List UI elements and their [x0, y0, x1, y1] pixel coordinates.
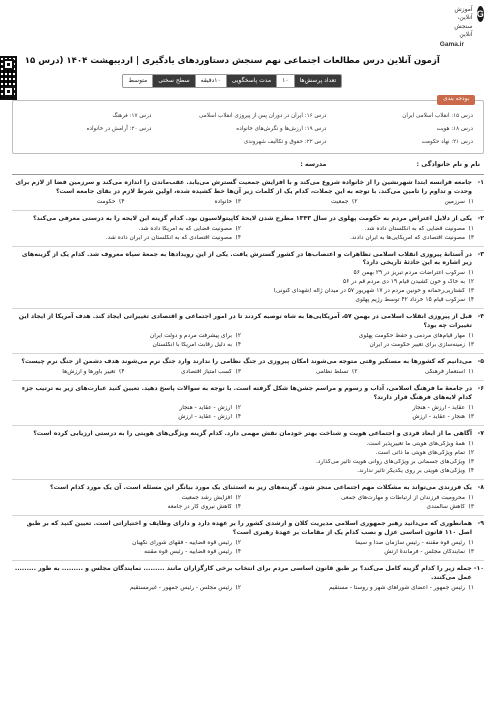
option-number: ۳): [468, 503, 474, 510]
topic-item: درس ۲۰: آرامش در خانواده: [86, 126, 152, 132]
question-number: ۲-: [477, 214, 484, 222]
question-stem: [12, 179, 484, 197]
question-number: ۴-: [477, 313, 484, 321]
option-text: سرزمین: [444, 198, 465, 205]
answer-option[interactable]: [12, 226, 241, 234]
option-number: ۴): [235, 503, 241, 510]
option-number: ۳): [468, 288, 474, 295]
question-number: ۵-: [477, 358, 484, 366]
answer-option[interactable]: [12, 270, 474, 278]
option-number: ۲): [235, 494, 241, 501]
option-text: سرکوب قیام ۱۵ خرداد ۴۲ توسط رژیم پهلوی: [355, 297, 465, 304]
duration-value: ۱۰دقیقه: [195, 75, 226, 87]
question-stem: [12, 251, 484, 269]
question-stem: [12, 215, 484, 224]
option-text: عقاید - ارزش - هنجار: [412, 405, 465, 412]
question-text: می‌دانیم که کشورها به مستکبر وقتی متوجه می‌شوند امکان پیروزی در جنگ نظامی را ندارند وارد جنگ نرم می‌شوند هدف دشمن از جنگ نرم چیست؟: [21, 358, 472, 366]
level-label: سطح سختی: [152, 75, 194, 87]
question: [12, 313, 484, 354]
question: [12, 179, 484, 211]
option-text: مصونیت اقتصادی که به انگلستان در ایران داده شد.: [105, 234, 232, 241]
answer-option[interactable]: [12, 459, 474, 467]
answer-option[interactable]: [245, 333, 474, 341]
option-text: رئیس قوه قضاییه - رئیس قوه مقننه: [144, 548, 232, 555]
topic-item: درس ۲۲: حقوق و تکالیف شهروندی: [243, 139, 327, 145]
question-stem: [12, 313, 484, 331]
question-number: ۷-: [477, 430, 484, 438]
topic-item: درس ۱۶: ایران در دوران پس از پیروزی انقلاب اسلامی: [199, 113, 327, 119]
question-text: در آستانهٔ پیروزی انقلاب اسلامی تظاهرات و اعتصاب‌ها در کشور گسترش یافت. یکی از این رویدادها به جمعهٔ سیاه معروف شد. کدام یک از گزینه‌های زیر اشاره به این حادثهٔ تاریخی دارد؟: [21, 250, 472, 267]
question-number: ۸-: [477, 483, 484, 491]
answer-option[interactable]: [129, 369, 242, 377]
option-number: ۱): [468, 539, 474, 546]
option-number: ۱): [468, 494, 474, 501]
question-text: همانطوری که می‌دانید رهبر جمهوری اسلامی مدیریت کلان و ارشدی کشور را بر عهده دارد و دارای وظایف و اختیاراتی است. تعیین کنید که بر طبق اصل ۱۱۰ قانون اساسی عزل و نصب کدام یک از مقامات بر عهدهٔ رهبری است؟: [26, 519, 472, 536]
count-label: تعداد پرسش‌ها: [294, 75, 342, 87]
exam-meta-bar: [122, 74, 342, 88]
answer-option[interactable]: [245, 504, 474, 512]
options-list: [12, 226, 484, 243]
question-text: قبل از پیروزی انقلاب اسلامی در بهمن ۵۷، آمریکایی‌ها به شاه توصیه کردند تا در امور اجتماعی و اقتصادی تغییراتی ایجاد کند. هدف آمریکا از ایجاد این تغییرات چه بود؟: [18, 313, 472, 330]
option-number: ۱): [468, 225, 474, 232]
brand-logo: G: [477, 6, 484, 22]
option-number: ۱): [468, 584, 474, 591]
option-number: ۳): [235, 198, 241, 205]
question: [12, 251, 484, 310]
question-separator: [12, 308, 484, 309]
brand-site[interactable]: Gama.ir: [439, 40, 464, 48]
qr-code-icon[interactable]: [0, 56, 17, 100]
question: [12, 358, 484, 381]
option-number: ۲): [352, 198, 358, 205]
answer-option[interactable]: [12, 450, 474, 458]
option-number: ۲): [235, 405, 241, 412]
option-text: رئیس مجلس - رئیس جمهور - غیرمستقیم: [129, 584, 232, 591]
option-text: رئیس جمهور - اعضای شوراهای شهر و روستا - مستقیم: [329, 584, 465, 591]
option-text: ویژگی‌های جسمانی بر ویژگی‌های روانی هویت تاثیر می‌گذارد.: [315, 459, 465, 466]
option-text: تسلط نظامی: [315, 369, 349, 376]
question: [12, 565, 484, 593]
question: [12, 484, 484, 516]
option-text: کشتاربی‌رحمانه و خونین مردم در ۱۷ شهریور ۵۷ در میدان ژاله (شهدای کنونی): [273, 288, 465, 295]
option-text: نمایندگان مجلس - فرماندهٔ ارتش: [384, 548, 465, 555]
answer-option[interactable]: [12, 369, 125, 377]
answer-option[interactable]: [12, 288, 474, 296]
options-list: [12, 495, 484, 512]
option-text: ویژگی‌های هویتی بر روی یکدیگر تاثیر ندارند.: [357, 468, 465, 474]
question-separator: [12, 210, 484, 211]
option-number: ۱): [468, 333, 474, 340]
option-text: رئیس قوه مقننه - رئیس سازمان صدا و سیما: [355, 539, 465, 546]
answer-option[interactable]: [245, 540, 474, 548]
exam-title: آزمون آنلاین درس مطالعات اجتماعی نهم سنجش دستاوردهای یادگیری | اردیبهشت ۱۴۰۴ (درس ۱۵: [24, 56, 440, 66]
option-text: مهار قیام‌های مردمی و حفظ حکومت پهلوی: [358, 333, 465, 340]
question-stem: [12, 565, 484, 583]
question-separator: [12, 353, 484, 354]
question-separator: [12, 515, 484, 516]
answer-option[interactable]: [245, 342, 474, 350]
answer-option[interactable]: [12, 333, 241, 341]
answer-option[interactable]: [362, 199, 475, 207]
question-text: یک فرزندی می‌تواند به مشکلات مهم اجتماعی منجر شود. گزینه‌های زیر به استثنای یک مورد بیانگر این مسئله است. آن یک مورد کدام است؟: [50, 483, 472, 491]
option-text: محرومیت فرزندان از ارتباطات و مهارت‌های جمعی: [340, 494, 465, 501]
option-number: ۴): [468, 297, 474, 304]
option-number: ۱): [468, 270, 474, 277]
answer-option[interactable]: [245, 199, 358, 207]
option-number: ۲): [235, 333, 241, 340]
option-number: ۴): [119, 369, 125, 376]
question: [12, 430, 484, 480]
question-text: جمله زیر را کدام گزینه کامل می‌کند؟ بر طبق قانون اساسی مردم برای انتخاب برخی کارگزاران مانند ......... نمایندگان مجلس و ......... به طور ......... عمل می‌کنند.: [14, 564, 472, 581]
school-label[interactable]: مدرسه :: [300, 160, 327, 168]
brand: [440, 6, 484, 49]
option-text: استعمار فرهنگی: [424, 369, 465, 376]
option-text: به دلیل رقابت آمریکا با انگلستان: [152, 342, 232, 349]
option-number: ۲): [235, 584, 241, 591]
options-list: [12, 585, 484, 593]
option-text: رئیس قوه قضاییه - فقهای شورای نگهبان: [132, 539, 232, 546]
options-list: [12, 369, 484, 377]
option-number: ۴): [119, 198, 125, 205]
question-number: ۱۰-: [473, 564, 484, 572]
topic-item: درس ۱۷: فرهنگ: [112, 113, 152, 119]
option-text: به خاک و خون کشیدن قیام ۱۹ دی مردم قم در ۵۶: [342, 279, 465, 286]
count-value: ۱۰: [276, 75, 293, 87]
answer-option[interactable]: [12, 585, 241, 593]
question-separator: [12, 246, 484, 247]
option-number: ۴): [468, 468, 474, 474]
option-number: ۳): [468, 459, 474, 466]
option-number: ۳): [235, 369, 241, 376]
question-separator: [12, 425, 484, 426]
option-text: مصونیت اقتصادی که آمریکایی‌ها به ایران دادند.: [349, 234, 465, 241]
question-number: ۶-: [477, 385, 484, 393]
option-text: کاهش نیروی کار در جامعه: [167, 503, 232, 510]
option-text: ارزش - عقاید - هنجار: [179, 405, 232, 412]
option-number: ۱): [468, 369, 474, 376]
answer-option[interactable]: [362, 369, 475, 377]
option-number: ۳): [468, 414, 474, 421]
brand-text: [440, 6, 473, 49]
option-number: ۱): [468, 441, 474, 448]
level-value: متوسط: [123, 75, 152, 87]
name-label[interactable]: نام و نام خانوادگی :: [416, 160, 480, 168]
option-text: افزایش رشد جمعیت: [181, 494, 232, 501]
option-text: تمام ویژگی‌های هویتی ما ذاتی است.: [375, 450, 465, 457]
question-separator: [12, 380, 484, 381]
answer-option[interactable]: [245, 549, 474, 557]
answer-option[interactable]: [12, 414, 241, 422]
brand-tagline: آموزش آنلاین، سنجش آنلاین: [454, 6, 473, 39]
answer-option[interactable]: [245, 405, 474, 413]
topics-badge: بودجه بندی: [437, 95, 475, 105]
header-main: [0, 6, 440, 100]
option-number: ۱): [468, 405, 474, 412]
option-text: جمعیت: [331, 198, 349, 205]
option-number: ۴): [235, 414, 241, 421]
answer-option[interactable]: [245, 226, 474, 234]
answer-option[interactable]: [245, 585, 474, 593]
question-number: ۳-: [477, 250, 484, 258]
option-text: ارزش - عقاید - ارزش: [178, 414, 232, 421]
question: [12, 215, 484, 247]
question-stem: [12, 520, 484, 538]
title-block: [25, 56, 440, 88]
answer-option[interactable]: [12, 468, 474, 476]
question-stem: [12, 430, 484, 439]
option-text: خانواده: [214, 198, 232, 205]
answer-option[interactable]: [12, 504, 241, 512]
option-number: ۲): [468, 279, 474, 286]
answer-option[interactable]: [245, 495, 474, 503]
option-number: ۲): [235, 539, 241, 546]
option-number: ۳): [468, 548, 474, 555]
topic-item: درس ۲۱: نهاد حکومت: [421, 139, 473, 145]
questions-list: [12, 179, 484, 593]
answer-option[interactable]: [12, 297, 474, 305]
question-separator: [12, 560, 484, 561]
options-list: [12, 270, 484, 305]
option-number: ۴): [235, 342, 241, 349]
option-text: مصونیت قضایی که به انگلستان داده شد.: [364, 225, 465, 232]
option-number: ۴): [235, 548, 241, 555]
question: [12, 520, 484, 561]
topic-item: درس ۱۸: هویت: [436, 126, 473, 132]
question-stem: [12, 484, 484, 493]
option-number: ۲): [235, 225, 241, 232]
options-list: [12, 405, 484, 422]
question-stem: [12, 385, 484, 403]
answer-option[interactable]: [12, 495, 241, 503]
option-number: ۳): [468, 342, 474, 349]
question: [12, 385, 484, 426]
option-text: تغییر باورها و ارزش‌ها: [62, 369, 116, 376]
question-text: جامعه فرانسه ابتدا شهرنشین را از خانواده شروع می‌کند و با افزایش جمعیت گسترش می‌یابد. عقب‌ماندن را اندازه می‌کند و سرزمین فضا از لازم برای وحدت و تداوم را تامین می‌کند. با توجه به این جملات، کدام یک از کلمات زیر آن‌ها خط کشیده شده، اولین شرط لازم در بقای جامعه است؟: [15, 178, 472, 195]
option-text: مصونیت قضایی که به آمریکا داده شد.: [138, 225, 232, 232]
option-number: ۲): [468, 450, 474, 457]
options-list: [12, 540, 484, 557]
answer-option[interactable]: [245, 369, 358, 377]
student-info-row: [12, 160, 484, 169]
answer-option[interactable]: [12, 235, 241, 243]
question-separator: [12, 479, 484, 480]
option-text: سرکوب اعتراضات مردم تبریز در ۲۹ بهمن ۵۶: [353, 270, 465, 277]
options-list: [12, 333, 484, 350]
option-text: حکومت: [96, 198, 116, 205]
question-text: آگاهی ما از ابعاد فردی و اجتماعی هویت و شناخت بهتر خودمان نقش مهمی دارد. کدام گزینه ویژگی‌های هویتی را به درستی ارزیابی کرده است؟: [33, 430, 472, 438]
answer-option[interactable]: [12, 405, 241, 413]
option-number: ۳): [468, 234, 474, 241]
answer-option[interactable]: [129, 199, 242, 207]
header: [12, 6, 484, 92]
answer-option[interactable]: [12, 342, 241, 350]
options-list: [12, 199, 484, 207]
topics-box: [12, 96, 484, 154]
option-text: هنجار - عقاید - ارزش: [412, 414, 465, 421]
question-number: ۹-: [477, 519, 484, 527]
answer-option[interactable]: [245, 235, 474, 243]
question-text: در جامعهٔ ما فرهنگ اسلامی، آداب و رسوم و مراسم جشن‌ها شکل گرفته است. با توجه به سوالات پاسخ دهید. تعیین کنید عبارت‌های زیر به ترتیب جزء کدام لایه‌های فرهنگ قرار دارند؟: [21, 385, 472, 402]
option-text: کاهش سالمندی: [426, 503, 465, 510]
topic-item: درس ۱۹: ارزش‌ها و نگرش‌های خانواده: [236, 126, 327, 132]
option-number: ۲): [352, 369, 358, 376]
question-number: ۱-: [477, 178, 484, 186]
options-list: [12, 441, 484, 476]
option-text: برای پیشرفت مردم و دولت ایران: [149, 333, 232, 340]
topic-item: درس ۱۵: انقلاب اسلامی ایران: [402, 113, 473, 119]
answer-option[interactable]: [12, 549, 241, 557]
answer-option[interactable]: [12, 441, 474, 449]
divider: [12, 174, 484, 175]
answer-option[interactable]: [12, 540, 241, 548]
option-text: کسب امتیاز اقتصادی: [181, 369, 232, 376]
option-text: همهٔ ویژگی‌های هویتی ما تغییرپذیر است.: [366, 441, 465, 448]
option-number: ۱): [468, 198, 474, 205]
topic-item: [23, 139, 151, 151]
question-stem: [12, 358, 484, 367]
duration-label: مدت پاسخگویی: [226, 75, 276, 87]
option-number: ۴): [235, 234, 241, 241]
question-text: یکی از دلایل اعتراض مردم به حکومت پهلوی در سال ۱۳۴۳ مطرح شدن لایحهٔ کاپیتولاسیون بود. کدام گزینه این لایحه را به درستی معرفی می‌کند؟: [32, 214, 472, 222]
answer-option[interactable]: [245, 414, 474, 422]
answer-option[interactable]: [12, 279, 474, 287]
topics-grid: [13, 101, 483, 151]
answer-option[interactable]: [12, 199, 125, 207]
option-text: زمینه‌سازی برای تغییر حکومت در ایران: [369, 342, 465, 349]
